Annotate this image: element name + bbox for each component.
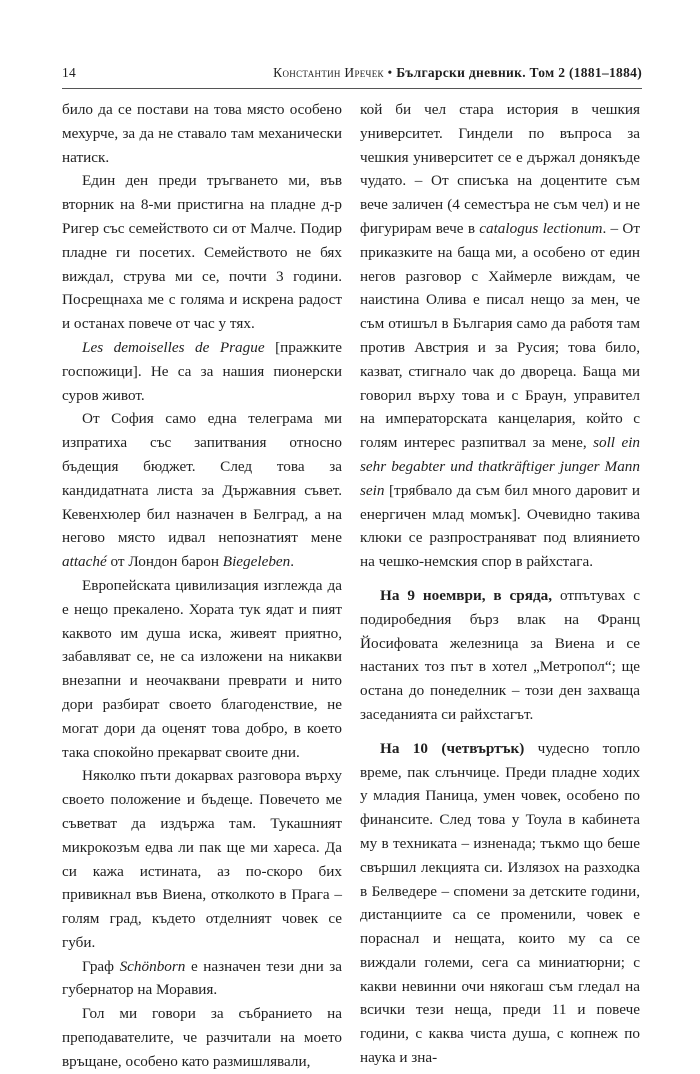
text-run: [пражките госпожици]. Не са за нашия пионерски суров живот. bbox=[62, 338, 342, 404]
paragraph bbox=[360, 584, 640, 727]
paragraph bbox=[360, 98, 640, 574]
foreign-term: catalogus lectionum bbox=[479, 219, 603, 237]
text-run: . – От приказките на баща ми, а особено от един негов разговор с Хаймерле виждам, че наистина Олива е писал нещо за мен, че съм отишъл в България само да работя там против Австрия и за Русия; това било, казват, стигнало чак до двореца. Баща ми говорил върху това и с Браун, управител на императорската канцелария, който с голям интерес разпитвал за мене, bbox=[360, 219, 640, 452]
paragraph bbox=[62, 407, 342, 574]
paragraph bbox=[62, 955, 342, 1003]
right-column bbox=[360, 98, 640, 1070]
paragraph bbox=[360, 737, 640, 1070]
text-run: отпътувах с подиробедния бърз влак на Франц Йосифовата железница за Виена и се настаних тоз път в хотел „Метропол“; ще остана до понеделник – този ден захваща заседанията си райхстагът. bbox=[360, 586, 640, 723]
paragraph bbox=[62, 336, 342, 407]
foreign-term: soll ein sehr begabter und thatkräftiger junger Mann sein bbox=[360, 434, 641, 499]
paragraph bbox=[62, 169, 342, 336]
book-title: Български дневник. Том 2 (1881–1884) bbox=[396, 65, 642, 80]
text-run: било да се постави на това място особено мехурче, за да не ставало там механически натиск. bbox=[62, 101, 342, 166]
header-rule bbox=[62, 88, 642, 89]
foreign-term: Biegeleben bbox=[222, 553, 291, 571]
date-heading: На 10 (четвъртък) bbox=[380, 739, 525, 757]
paragraph bbox=[62, 98, 342, 169]
foreign-term: attaché bbox=[62, 553, 107, 571]
date-heading: На 9 ноември, в сряда, bbox=[380, 586, 553, 604]
paragraph bbox=[62, 764, 342, 954]
text-run: Европейската цивилизация изглежда да е нещо прекалено. Хората тук ядат и пият каквото им душа иска, живеят приятно, забавляват се, не са изложени на никакви внезапни и неочаквани прeврати и нито дори разбират своето благоденствие, не могат дори да оценят това добро, в което така спокойно прекарват своите дни. bbox=[62, 576, 342, 761]
paragraph bbox=[62, 574, 342, 764]
page-number: 14 bbox=[62, 65, 77, 80]
text-run: Няколко пъти докарвах разговора върху своето положение и бъдеще. Повечето ме съветват да издържа там. Тукашният микрокозъм едва ли пак ще ми хареса. Да си кажа истината, аз по-скоро бих привикнал във Виена, отколкото в Прага – голям град, където отделният човек се губи. bbox=[62, 767, 342, 951]
text-run: от Лондон барон bbox=[106, 553, 223, 571]
foreign-term: Les demoiselles de Prague bbox=[82, 338, 265, 356]
author-name: Константин Иречек bbox=[273, 65, 384, 80]
text-run: Един ден преди тръгването ми, във вторник на 8-ми пристигна на пладне д-р Ригер със семейството си от Малче. Подир пладне ги посетих. Семейството не бях виждал, струва ми се, почти 3 години. Посрещнаха ме с голяма и искрена радост и останах повече от час у тях. bbox=[62, 172, 342, 333]
text-run: кой би чел стара история в чешкия университет. Гиндели по въпроса за чешкия университет се е държал донякъде чудато. – От списъка на доцентите съм вече заличен (4 семестъра не съм чел) и не фигурирам вече в bbox=[360, 101, 640, 237]
text-run: [трябвало да съм бил много даровит и енергичен млад момък]. Очевидно такива клюки се разпространяват под влиянието на чешко-немския спор в райхстага. bbox=[360, 481, 640, 571]
paragraph bbox=[62, 1002, 342, 1073]
text-run: е назначен тези дни за губернатор на Моравия. bbox=[62, 957, 343, 999]
header-separator: • bbox=[383, 65, 397, 80]
foreign-term: Schönborn bbox=[119, 957, 186, 975]
text-run: Гол ми говори за събранието на преподавателите, че разчитали на моето връщане, особено като размишлявали, bbox=[62, 1005, 342, 1070]
text-run: От София само една телеграма ми изпратиха със запитвания относно бъдещия бюджет. След това за кандидатната листа за Държавния съвет. Кевенхюлер бил назначен в Белград, а на негово място идвал непознатият мене bbox=[62, 410, 342, 547]
running-header bbox=[62, 62, 642, 84]
text-run: . bbox=[290, 553, 295, 571]
text-run: чудесно топло време, пак слънчице. Преди пладне ходих у младия Паница, умен човек, особено по финансите. След това у Тоула в кабинета му в техниката – изненада; тъкмо що беше свършил лекцията си. Излязох на разходка в Белведере – спомени за детските години, дистанциите са се променили, човек е пораснал и нещата, които му са се виждали големи, сега са миниатюрни; с какви невинни очи някогаш съм гледал на всички тези неща, преди 11 и повече години, с каква чиста душа, с копнеж по наука и зна- bbox=[360, 739, 641, 1067]
running-head bbox=[273, 65, 642, 81]
text-run: Граф bbox=[82, 957, 120, 975]
left-column bbox=[62, 98, 342, 1074]
